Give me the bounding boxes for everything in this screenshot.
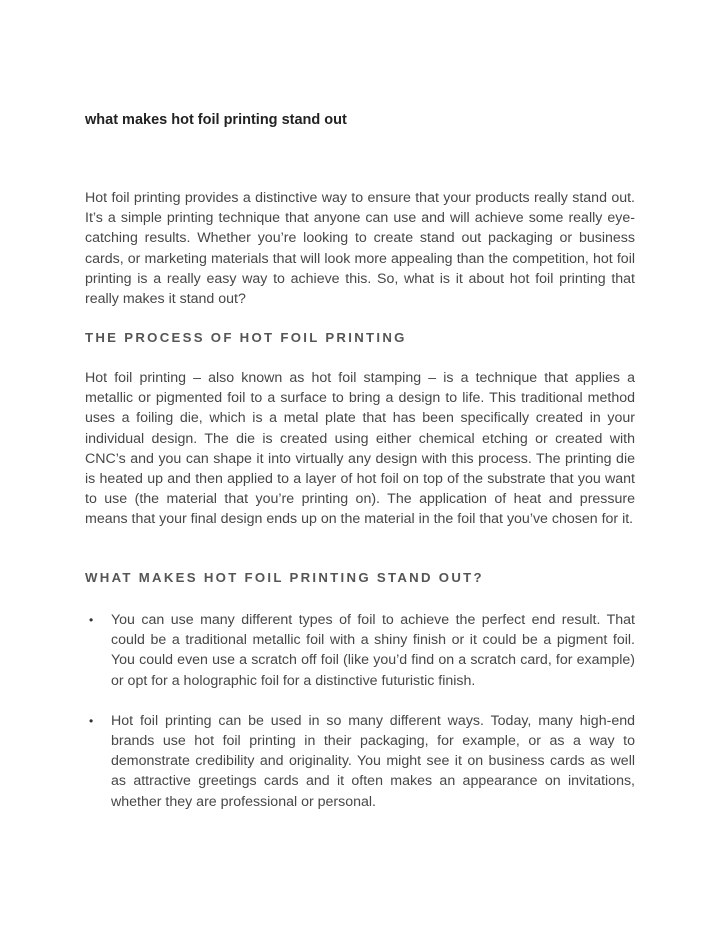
intro-paragraph: Hot foil printing provides a distinctive way to ensure that your products really stand out. It’s a simple printing technique that anyone can use and will achieve some really eye-catching results. Whether you’re looking to create stand out packaging or business cards, or marketing materials that will look more appealing than the competition, hot foil printing is a really easy way to achieve this. So, what is it about hot foil printing that really makes it stand out?	[85, 190, 635, 308]
bullet-icon: •	[89, 613, 94, 627]
section-heading-stand-out: WHAT MAKES HOT FOIL PRINTING STAND OUT?	[85, 570, 484, 585]
section-heading-process: THE PROCESS OF HOT FOIL PRINTING	[85, 330, 407, 345]
bullet-icon: •	[89, 713, 94, 728]
stand-out-bullet-list	[85, 610, 635, 832]
list-item-text: Hot foil printing can be used in so many different ways. Today, many high-end brands use hot foil printing in their packaging, for example, or as a way to demonstrate credibility and originality. You might see it on business cards as well as attractive greetings cards and it often makes an appearance on invitations, whether they are professional or personal.	[111, 712, 635, 810]
process-paragraph: Hot foil printing – also known as hot foil stamping – is a technique that applies a metallic or pigmented foil to a surface to bring a design to life. This traditional method uses a foiling die, which is a metal plate that has been specifically created in your individual design. The die is created using either chemical etching or created with CNC’s and you can shape it into virtually any design with this process. The printing die is heated up and then applied to a layer of hot foil on top of the substrate that you want to use (the material that you’re printing on). The application of heat and pressure means that your final design ends up on the material in the foil that you’ve chosen for it.	[85, 370, 635, 528]
document-title: what makes hot foil printing stand out	[85, 112, 347, 128]
list-item	[85, 610, 635, 691]
list-item-text: You can use many different types of foil to achieve the perfect end result. That could be a traditional metallic foil with a shiny finish or it could be a pigment foil. You could even use a scratch off foil (like you’d find on a scratch card, for example) or opt for a holographic foil for a distinctive futuristic finish.	[111, 612, 635, 689]
list-item	[85, 711, 635, 812]
